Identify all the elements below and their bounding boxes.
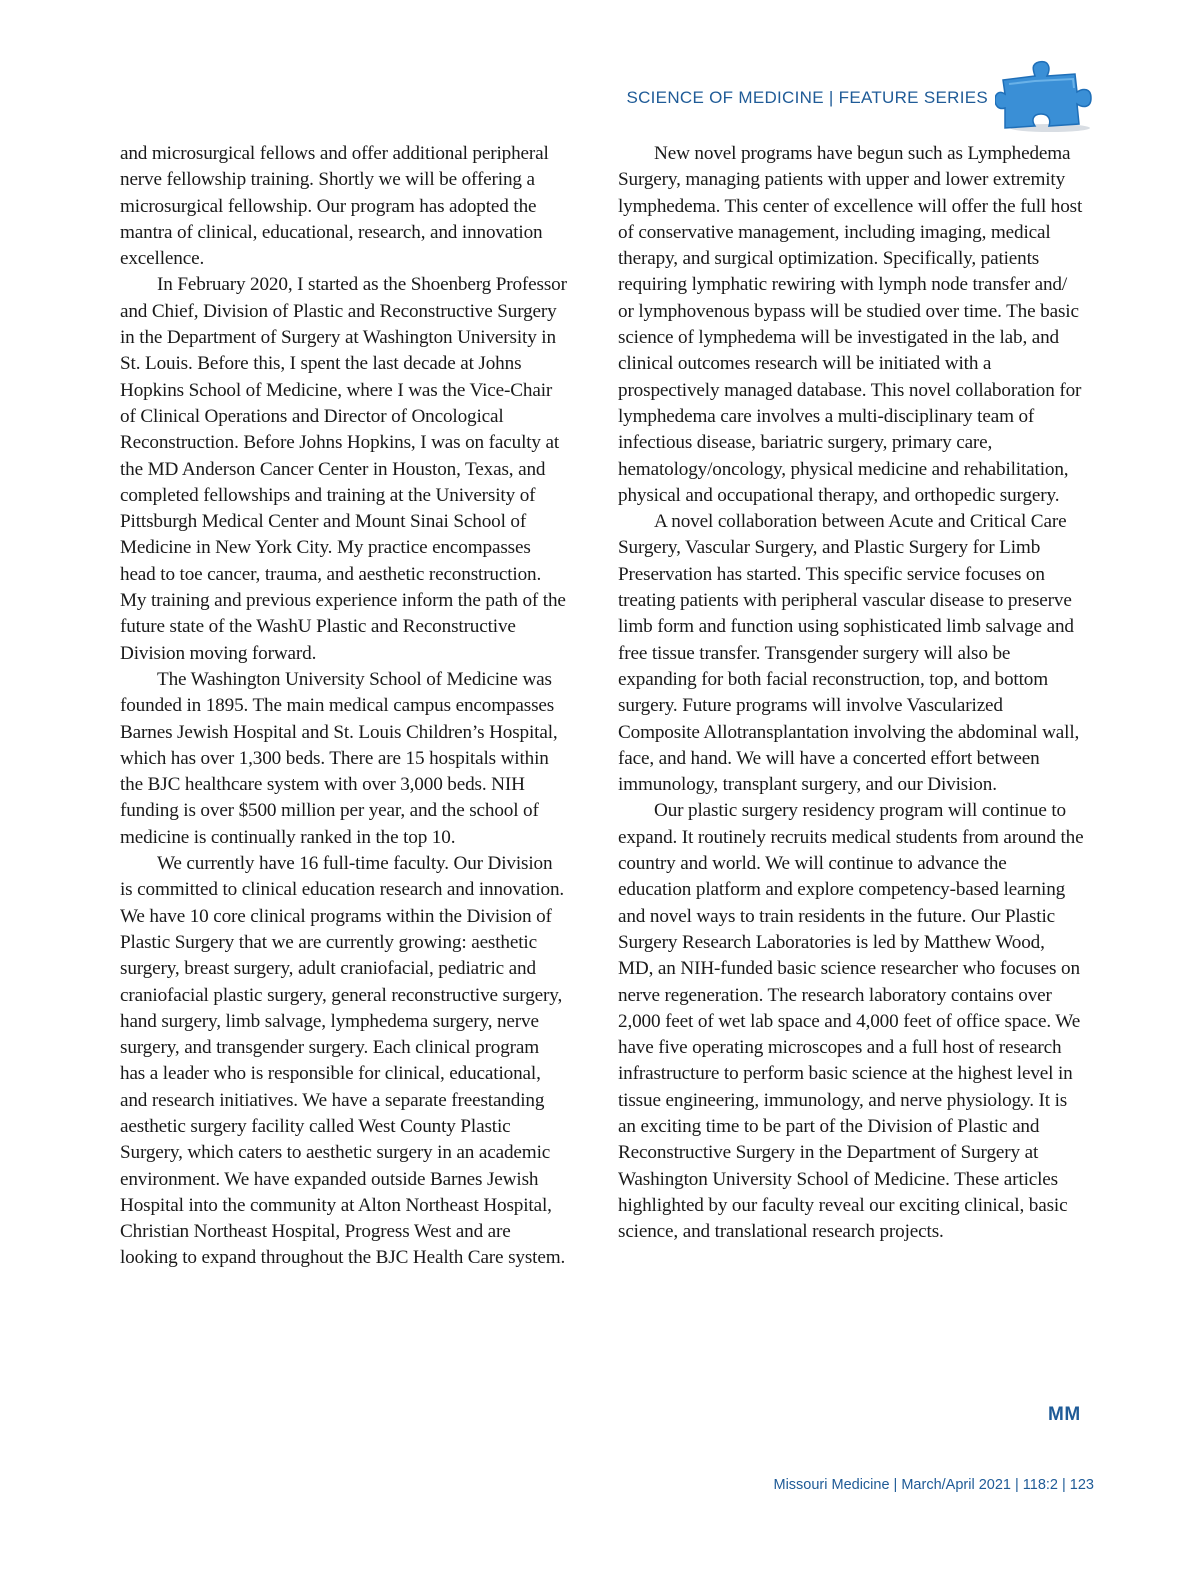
- end-mark: MM: [1048, 1404, 1081, 1425]
- right-column: [618, 141, 1084, 1245]
- puzzle-piece-icon: [995, 58, 1095, 133]
- left-column: [120, 141, 568, 1272]
- paragraph: The Washington University School of Medicine was founded in 1895. The main medical campus encompasses Barnes Jewish Hospital and St. Louis Children’s Hospital, which has over 1,300 beds. There are 15 hospitals within the BJC healthcare system with over 3,000 beds. NIH funding is over $500 million per year, and the school of medicine is continually ranked in the top 10.: [120, 668, 558, 848]
- page-footer: Missouri Medicine | March/April 2021 | 118:2 | 123: [773, 1477, 1094, 1493]
- paragraph: Our plastic surgery residency program will continue to expand. It routinely recruits medical students from around the country and world. We will continue to advance the education platform and explore competency-based learning and novel ways to train residents in the future. Our Plastic Surgery Research Laboratories is led by Matthew Wood, MD, an NIH-funded basic science researcher who focuses on nerve regeneration. The research laboratory contains over 2,000 feet of wet lab space and 4,000 feet of office space. We have five operating microscopes and a full host of research infrastructure to perform basic science at the highest level in tissue engineering, immunology, and nerve physiology. It is an exciting time to be part of the Division of Plastic and Reconstructive Surgery in the Department of Surgery at Washington University School of Medicine. These articles highlighted by our faculty reveal our exciting clinical, basic science, and translational research projects.: [618, 800, 1084, 1243]
- paragraph: and microsurgical fellows and offer additional peripheral nerve fellowship training. Shortly we will be offering a microsurgical fellowship. Our program has adopted the mantra of clinical, educational, research, and innovation excellence.: [120, 143, 549, 270]
- paragraph: A novel collaboration between Acute and Critical Care Surgery, Vascular Surgery, and Plastic Surgery for Limb Preservation has started. This specific service focuses on treating patients with peripheral vascular disease to preserve limb form and function using sophisticated limb salvage and free tissue transfer. Transgender surgery will also be expanding for both facial reconstruction, top, and bottom surgery. Future programs will involve Vascularized Composite Allotransplantation involving the abdominal wall, face, and hand. We will have a concerted effort between immunology, transplant surgery, and our Division.: [618, 511, 1080, 796]
- paragraph: New novel programs have begun such as Lymphedema Surgery, managing patients with upper and lower extremity lymphedema. This center of excellence will offer the full host of conservative management, including imaging, medical therapy, and surgical optimization. Specifically, patients requiring lymphatic rewiring with lymph node transfer and/ or lymphovenous bypass will be studied over time. The basic science of lymphedema will be investigated in the lab, and clinical outcomes research will be initiated with a prospectively managed database. This novel collaboration for lymphedema care involves a multi-disciplinary team of infectious disease, bariatric surgery, primary care, hematology/oncology, physical medicine and rehabilitation, physical and occupational therapy, and orthopedic surgery.: [618, 143, 1083, 506]
- section-header: SCIENCE OF MEDICINE | FEATURE SERIES: [626, 88, 988, 107]
- paragraph: In February 2020, I started as the Shoenberg Professor and Chief, Division of Plastic and Reconstructive Surgery in the Department of Surgery at Washington University in St. Louis. Before this, I spent the last decade at Johns Hopkins School of Medicine, where I was the Vice-Chair of Clinical Operations and Director of Oncological Reconstruction. Before Johns Hopkins, I was on faculty at the MD Anderson Cancer Center in Houston, Texas, and completed fellowships and training at the University of Pittsburgh Medical Center and Mount Sinai School of Medicine in New York City. My practice encompasses head to toe cancer, trauma, and aesthetic reconstruction. My training and previous experience inform the path of the future state of the WashU Plastic and Reconstructive Division moving forward.: [120, 274, 567, 664]
- paragraph: We currently have 16 full-time faculty. Our Division is committed to clinical education research and innovation. We have 10 core clinical programs within the Division of Plastic Surgery that we are currently growing: aesthetic surgery, breast surgery, adult craniofacial, pediatric and craniofacial plastic surgery, general reconstructive surgery, hand surgery, limb salvage, lymphedema surgery, nerve surgery, and transgender surgery. Each clinical program has a leader who is responsible for clinical, educational, and research initiatives. We have a separate freestanding aesthetic surgery facility called West County Plastic Surgery, which caters to aesthetic surgery in an academic environment. We have expanded outside Barnes Jewish Hospital into the community at Alton Northeast Hospital, Christian Northeast Hospital, Progress West and are looking to expand throughout the BJC Health Care system.: [120, 853, 566, 1269]
